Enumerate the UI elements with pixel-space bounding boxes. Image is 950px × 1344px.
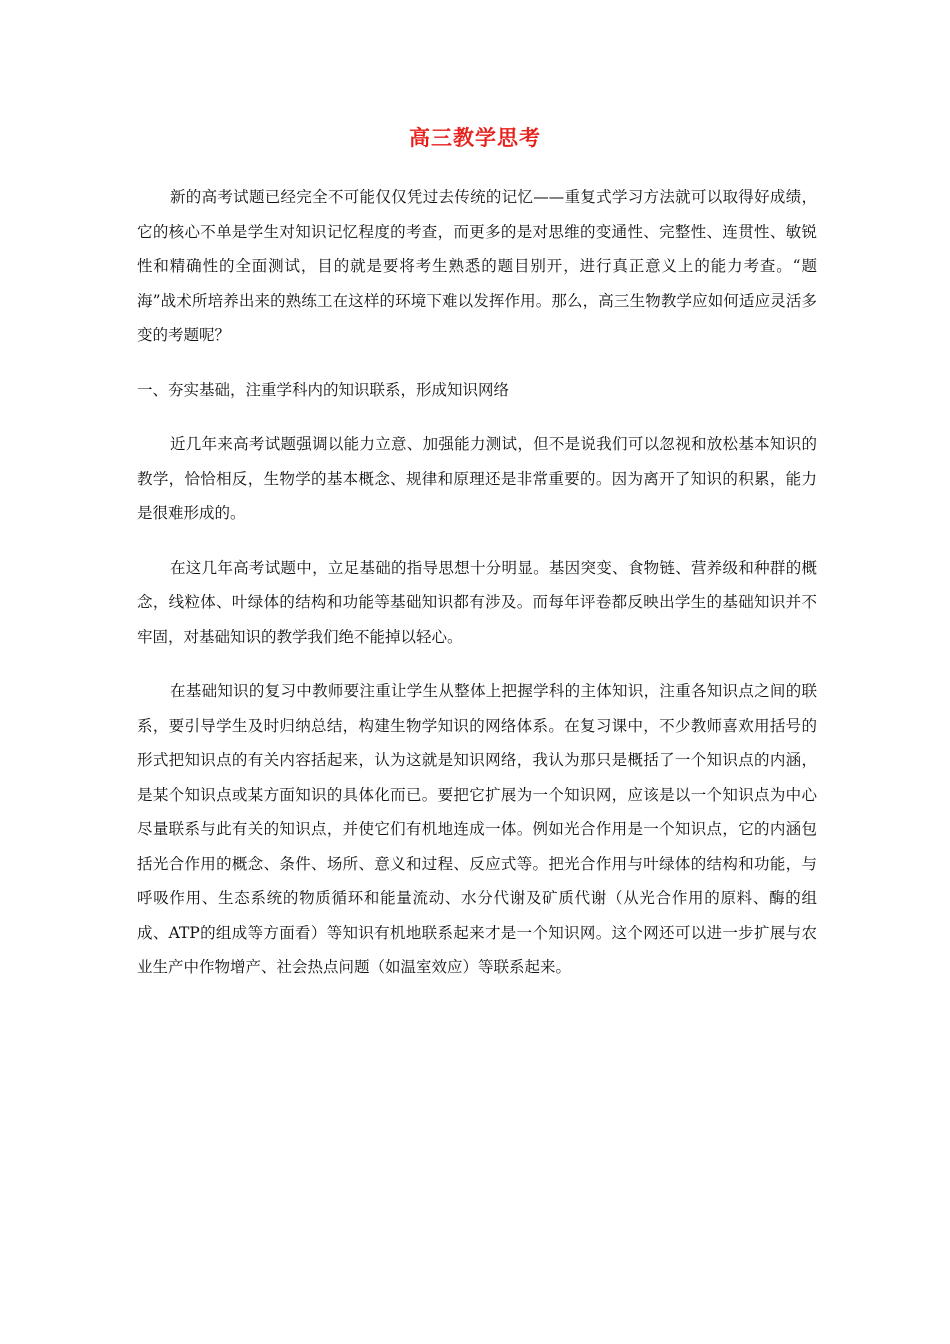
document-title: 高三教学思考	[409, 126, 541, 150]
paragraph-exam-foundation: 在这几年高考试题中，立足基础的指导思想十分明显。基因突变、食物链、营养级和种群的概念，线粒体、叶绿体的结构和功能等基础知识都有涉及。而每年评卷都反映出学生的基础知识并不牢固，对基础知识的教学我们绝不能掉以轻心。	[137, 558, 817, 646]
section-heading: 一、夯实基础，注重学科内的知识联系，形成知识网络	[137, 380, 510, 399]
paragraph-intro: 新的高考试题已经完全不可能仅仅凭过去传统的记忆——重复式学习方法就可以取得好成绩，它的核心不单是学生对知识记忆程度的考查，而更多的是对思维的变通性、完整性、连贯性、敏锐性和精确性的全面测试，目的就是要将考生熟悉的题目别开，进行真正意义上的能力考查。“题海”战术所培养出来的熟练工在这样的环境下难以发挥作用。那么，高三生物教学应如何适应灵活多变的考题呢？	[137, 188, 817, 344]
paragraph-knowledge-network: 在基础知识的复习中教师要注重让学生从整体上把握学科的主体知识，注重各知识点之间的联系，要引导学生及时归纳总结，构建生物学知识的网络体系。在复习课中，不少教师喜欢用括号的形式把知识点的有关内容括起来，认为这就是知识网络，我认为那只是概括了一个知识点的内涵，是某个知识点或某方面知识的具体化而已。要把它扩展为一个知识网，应该是以一个知识点为中心尽量联系与此有关的知识点，并使它们有机地连成一体。例如光合作用是一个知识点，它的内涵包括光合作用的概念、条件、场所、意义和过程、反应式等。把光合作用与叶绿体的结构和功能，与呼吸作用、生态系统的物质循环和能量流动、水分代谢及矿质代谢（从光合作用的原料、酶的组成、ATP的组成等方面看）等知识有机地联系起来才是一个知识网。这个网还可以进一步扩展与农业生产中作物增产、社会热点问题（如温室效应）等联系起来。	[137, 682, 817, 976]
document-body	[137, 180, 817, 985]
paragraph-basics: 近几年来高考试题强调以能力立意、加强能力测试，但不是说我们可以忽视和放松基本知识的教学，恰恰相反，生物学的基本概念、规律和原理还是非常重要的。因为离开了知识的积累，能力是很难形成的。	[137, 435, 817, 522]
